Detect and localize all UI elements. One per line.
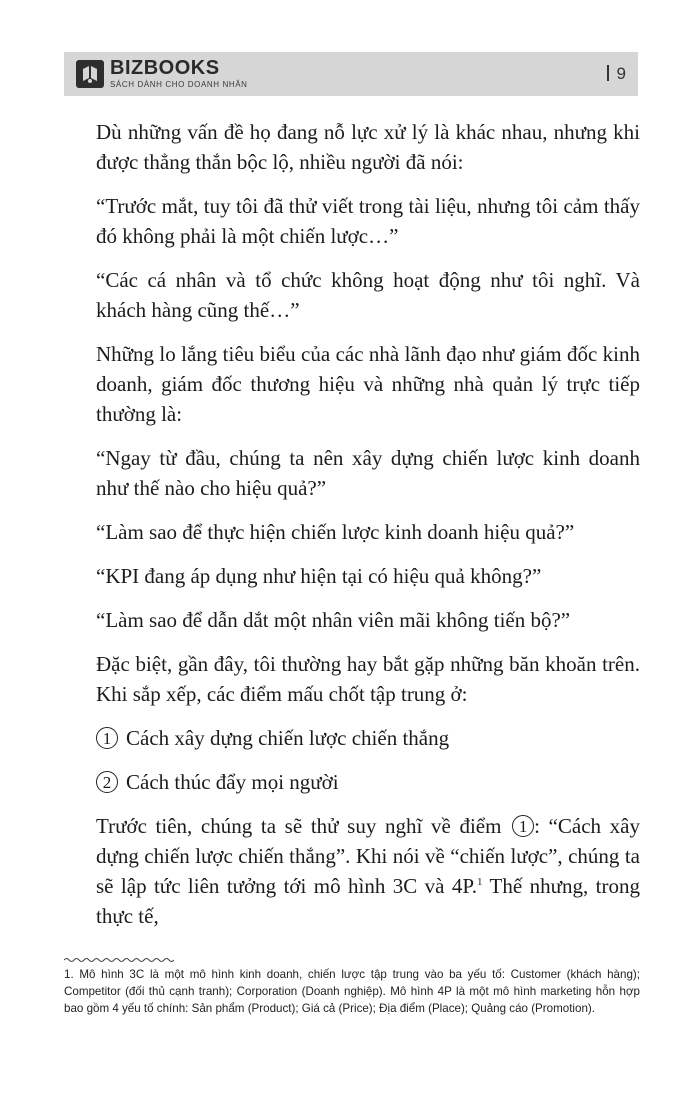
page-number-value: 9 [616, 64, 626, 83]
paragraph [96, 811, 640, 931]
circled-number: 1 [96, 727, 118, 749]
circled-number: 1 [512, 815, 534, 837]
brand-name: BIZBOOKS [110, 57, 220, 79]
text-span: Trước tiên, chúng ta sẽ thử suy nghĩ về điểm [96, 814, 511, 838]
footnote-ref: 1 [477, 876, 483, 888]
list-item [96, 723, 640, 753]
quote: “Ngay từ đầu, chúng ta nên xây dựng chiến lược kinh doanh như thế nào cho hiệu quả?” [96, 446, 640, 500]
page-header [64, 52, 638, 96]
quote: “Làm sao để thực hiện chiến lược kinh doanh hiệu quả?” [96, 520, 575, 544]
footnote-divider [64, 957, 174, 963]
quote: “KPI đang áp dụng như hiện tại có hiệu quả không?” [96, 564, 542, 588]
bizbooks-logo-icon [76, 60, 104, 88]
list-item-text: Cách thúc đẩy mọi người [126, 770, 339, 794]
footnote: 1. Mô hình 3C là một mô hình kinh doanh, chiến lược tập trung vào ba yếu tố: Customer (khách hàng); Competitor (đối thủ cạnh tranh); Corporation (Doanh nghiệp). Mô hình 4P là một mô hình marketing hỗn hợp bao gồm 4 yếu tố chính: Sản phẩm (Product); Giá cả (Price); Địa điểm (Place); Quảng cáo (Promotion). [64, 968, 640, 1015]
quote: “Trước mắt, tuy tôi đã thử viết trong tài liệu, nhưng tôi cảm thấy đó không phải là một chiến lược…” [96, 194, 640, 248]
divider [607, 65, 609, 81]
list-item [96, 767, 640, 797]
text-span: Thế nhưng, trong thực tế, [96, 874, 640, 928]
list-item-text: Cách xây dựng chiến lược chiến thắng [126, 726, 450, 750]
brand-tagline: SÁCH DÀNH CHO DOANH NHÂN [110, 80, 248, 89]
paragraph: Đặc biệt, gần đây, tôi thường hay bắt gặp những băn khoăn trên. Khi sắp xếp, các điểm mấu chốt tập trung ở: [96, 652, 640, 706]
paragraph: Những lo lắng tiêu biểu của các nhà lãnh đạo như giám đốc kinh doanh, giám đốc thương hiệu và những nhà quản lý trực tiếp thường là: [96, 342, 640, 426]
quote: “Các cá nhân và tổ chức không hoạt động như tôi nghĩ. Và khách hàng cũng thế…” [96, 268, 640, 322]
quote: “Làm sao để dẫn dắt một nhân viên mãi không tiến bộ?” [96, 608, 571, 632]
body-text [96, 117, 640, 945]
page-number [607, 63, 626, 85]
text-span: : “Cách xây dựng chiến lược chiến thắng”. Khi nói về “chiến lược”, chúng ta sẽ lập tức liên tưởng tới mô hình 3C và 4P. [96, 814, 640, 898]
circled-number: 2 [96, 771, 118, 793]
paragraph: Dù những vấn đề họ đang nỗ lực xử lý là khác nhau, nhưng khi được thẳng thắn bộc lộ, nhiều người đã nói: [96, 120, 640, 174]
